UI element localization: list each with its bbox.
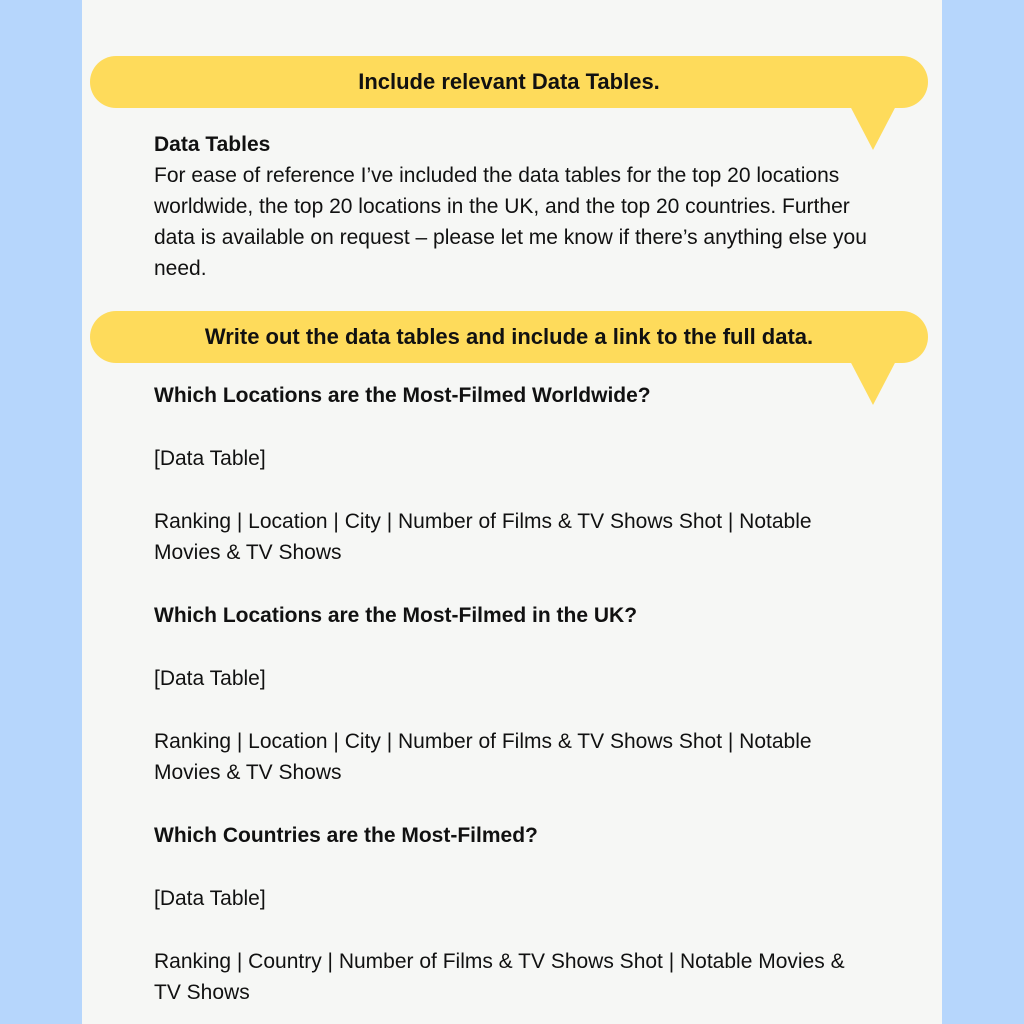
data-table-placeholder: [Data Table]: [154, 887, 266, 910]
table-columns: Ranking | Country | Number of Films & TV Shows Shot | Notable Movies & TV Shows: [154, 950, 845, 1004]
data-table-placeholder: [Data Table]: [154, 447, 266, 470]
instruction-bubble-data-tables: [90, 56, 928, 108]
section-heading-uk: Which Locations are the Most-Filmed in the UK?: [154, 604, 638, 627]
intro-paragraph: For ease of reference I’ve included the data tables for the top 20 locations worldwide, the top 20 locations in the UK, and the top 20 countries. Further data is available on request – please let me know if there’s anything else you need.: [154, 164, 867, 280]
section-heading-countries: Which Countries are the Most-Filmed?: [154, 824, 538, 847]
instruction-bubble-write-tables: [90, 311, 928, 363]
instruction-bubble-text: Include relevant Data Tables.: [358, 69, 660, 94]
section-heading-worldwide: Which Locations are the Most-Filmed Worldwide?: [154, 384, 651, 407]
data-table-placeholder: [Data Table]: [154, 667, 266, 690]
instruction-bubble-text: Write out the data tables and include a link to the full data.: [204, 324, 814, 349]
table-columns: Ranking | Location | City | Number of Films & TV Shows Shot | Notable Movies & TV Shows: [154, 510, 812, 564]
table-columns: Ranking | Location | City | Number of Films & TV Shows Shot | Notable Movies & TV Shows: [154, 730, 812, 784]
section-heading-data-tables: Data Tables: [154, 133, 271, 156]
